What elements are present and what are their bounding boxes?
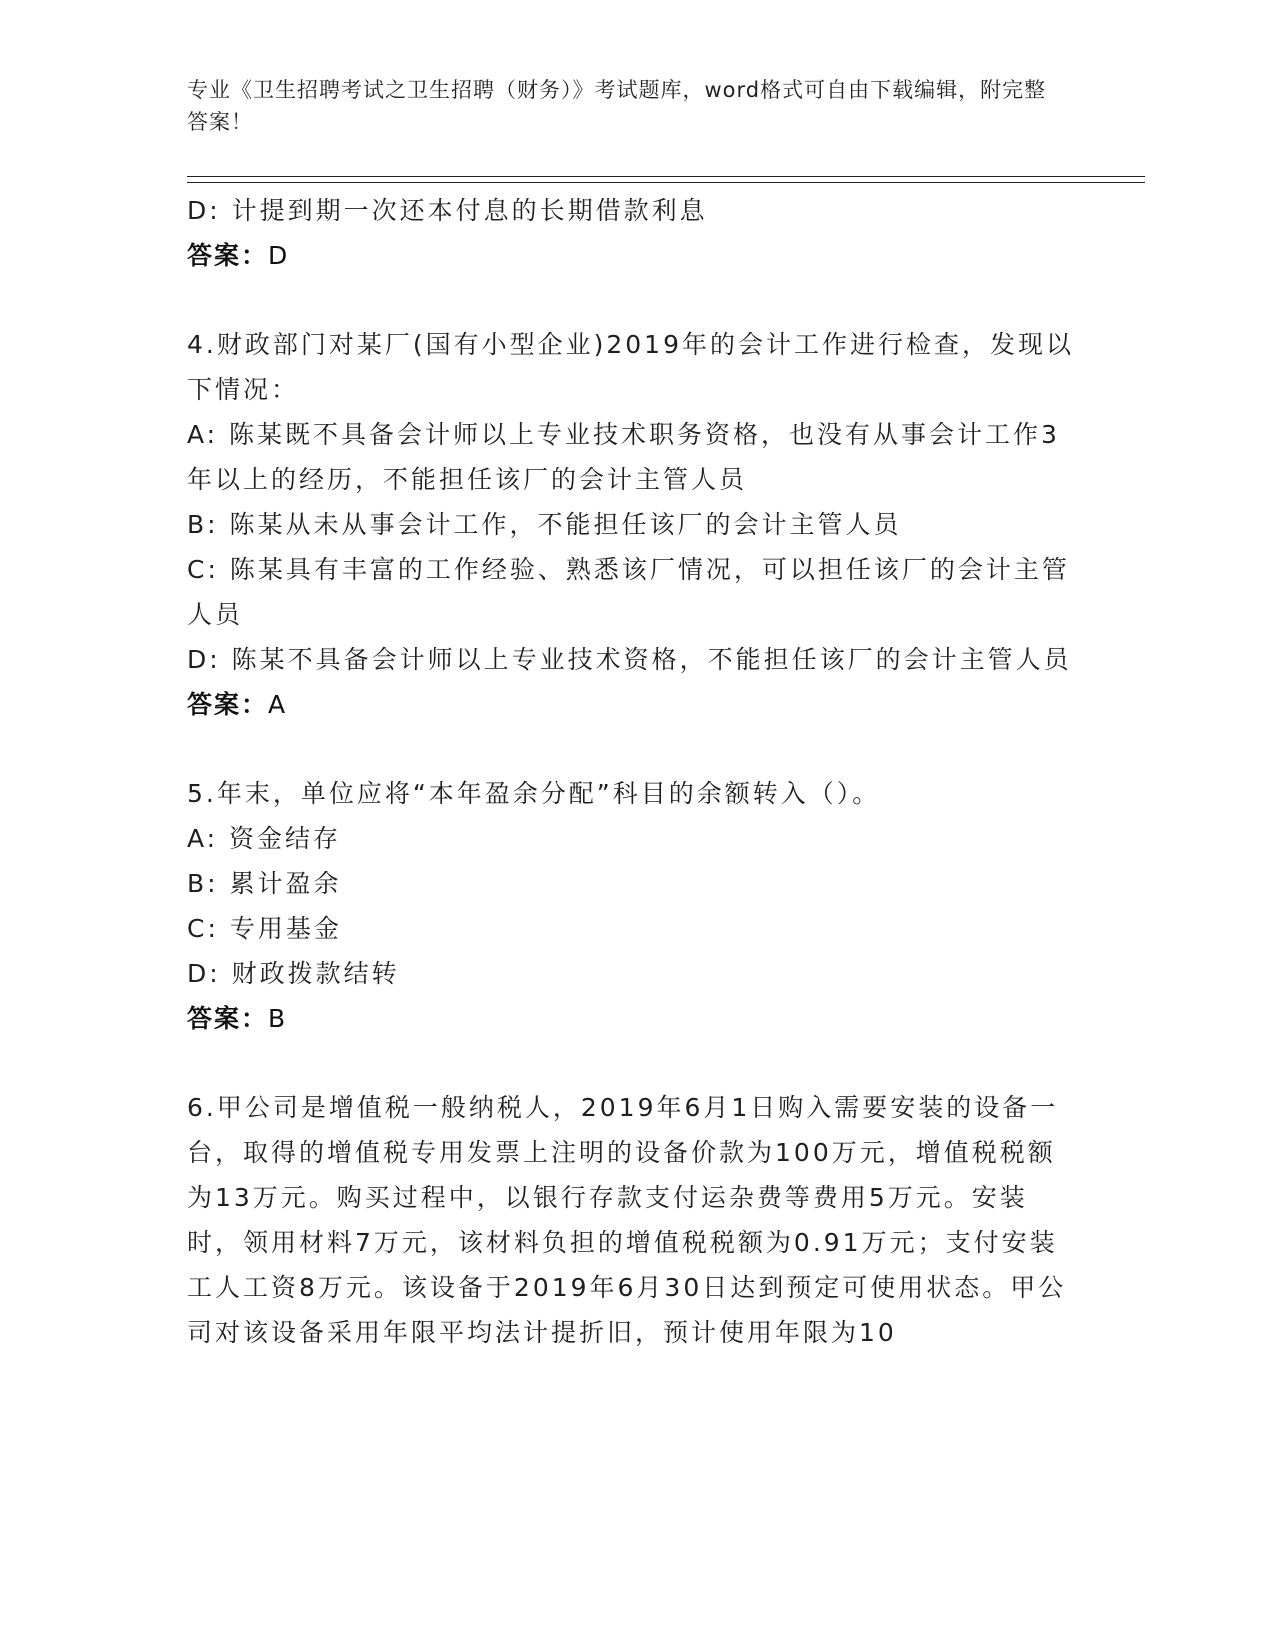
header-rule-top: [187, 176, 1145, 177]
option-b: B: 累计盈余: [187, 869, 342, 898]
question-content: [187, 188, 1077, 1355]
answer-label: 答案：: [187, 1004, 269, 1033]
option-a: A: 资金结存: [187, 824, 342, 853]
answer-value: B: [268, 1004, 288, 1033]
answer-line: [187, 233, 1077, 278]
question-stem: 5.年末，单位应将“本年盈余分配”科目的余额转入（）。: [187, 779, 881, 808]
question-4: [187, 322, 1077, 727]
option-b: B: 陈某从未从事会计工作，不能担任该厂的会计主管人员: [187, 510, 902, 539]
answer-label: 答案：: [187, 241, 269, 270]
option-c: C: 专用基金: [187, 914, 342, 943]
option-d: D: 计提到期一次还本付息的长期借款利息: [187, 196, 708, 225]
spacer: [187, 1041, 1077, 1085]
question-stem: 6.甲公司是增值税一般纳税人，2019年6月1日购入需要安装的设备一台，取得的增值税专用发票上注明的设备价款为100万元，增值税税额为13万元。购买过程中，以银行存款支付运杂费等费用5万元。安装时，领用材料7万元，该材料负担的增值税税额为0.91万元；支付安装工人工资8万元。该设备于2019年6月30日达到预定可使用状态。甲公司对该设备采用年限平均法计提折旧，预计使用年限为10: [187, 1093, 1067, 1347]
spacer: [187, 278, 1077, 322]
option-d: D: 财政拨款结转: [187, 959, 400, 988]
option-c: C: 陈某具有丰富的工作经验、熟悉该厂情况，可以担任该厂的会计主管人员: [187, 555, 1070, 629]
previous-question-tail: [187, 188, 1077, 278]
answer-line: [187, 682, 1077, 727]
answer-value: A: [268, 690, 288, 719]
header-rule-bottom: [187, 182, 1145, 183]
question-5: [187, 771, 1077, 1041]
answer-line: [187, 996, 1077, 1041]
document-header: [187, 74, 1067, 138]
spacer: [187, 727, 1077, 771]
option-a: A: 陈某既不具备会计师以上专业技术职务资格，也没有从事会计工作3年以上的经历，不能担任该厂的会计主管人员: [187, 420, 1060, 494]
header-text: 专业《卫生招聘考试之卫生招聘（财务）》考试题库，word格式可自由下载编辑，附完整答案！: [187, 78, 1047, 134]
answer-value: D: [268, 241, 290, 270]
answer-label: 答案：: [187, 690, 269, 719]
option-d: D: 陈某不具备会计师以上专业技术资格，不能担任该厂的会计主管人员: [187, 645, 1072, 674]
question-stem: 4.财政部门对某厂(国有小型企业)2019年的会计工作进行检查，发现以下情况：: [187, 330, 1074, 404]
question-6: [187, 1085, 1077, 1355]
